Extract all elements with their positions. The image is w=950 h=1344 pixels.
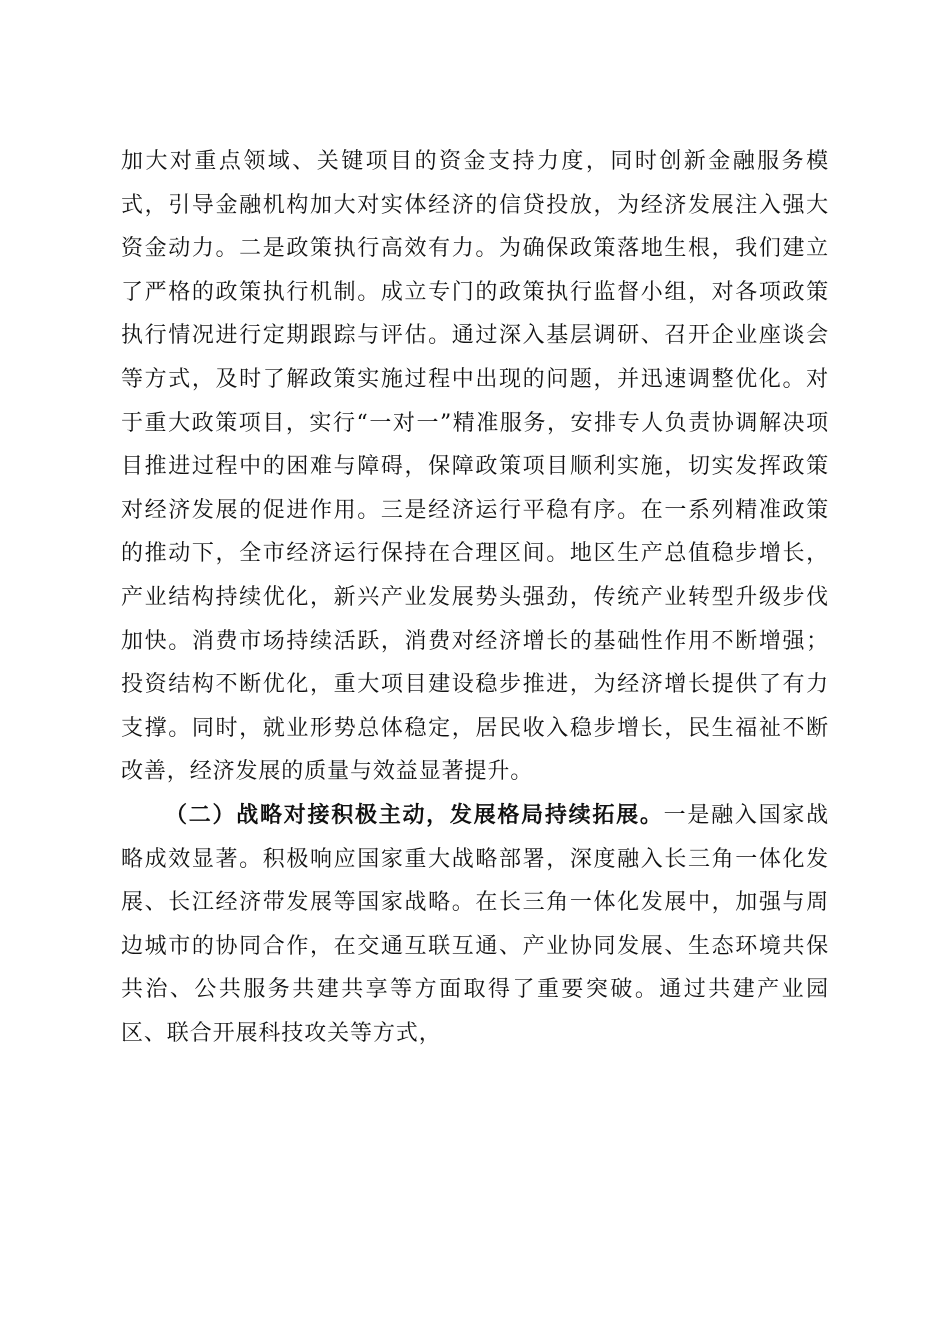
paragraph-1-text: 加大对重点领域、关键项目的资金支持力度，同时创新金融服务模式，引导金融机构加大对实体经济的信贷投放，为经济发展注入强大资金动力。二是政策执行高效有力。为确保政策落地生根，我们建立了严格的政策执行机制。成立专门的政策执行监督小组，对各项政策执行情况进行定期跟踪与评估。通过深入基层调研、召开企业座谈会等方式，及时了解政策实施过程中出现的问题，并迅速调整优化。对于重大政策项目，实行“一对一”精准服务，安排专人负责协调解决项目推进过程中的困难与障碍，保障政策项目顺利实施，切实发挥政策对经济发展的促进作用。三是经济运行平稳有序。在一系列精准政策的推动下，全市经济运行保持在合理区间。地区生产总值稳步增长，产业结构持续优化，新兴产业发展势头强劲，传统产业转型升级步伐加快。消费市场持续活跃，消费对经济增长的基础性作用不断增强；投资结构不断优化，重大项目建设稳步推进，为经济增长提供了有力支撑。同时，就业形势总体稳定，居民收入稳步增长，民生福祉不断改善，经济发展的质量与效益显著提升。 xyxy=(121,149,829,785)
section-heading-2: （二）战略对接积极主动，发展格局持续拓展。 xyxy=(165,801,664,828)
paragraph-2-text: 一是融入国家战略成效显著。积极响应国家重大战略部署，深度融入长三角一体化发展、长江经济带发展等国家战略。在长三角一体化发展中，加强与周边城市的协同合作，在交通互联互通、产业协同发展、生态环境共保共治、公共服务共建共享等方面取得了重要突破。通过共建产业园区、联合开展科技攻关等方式， xyxy=(121,802,829,1046)
document-body xyxy=(121,140,829,1055)
body-paragraph-1 xyxy=(121,140,829,794)
body-paragraph-2 xyxy=(121,794,829,1056)
